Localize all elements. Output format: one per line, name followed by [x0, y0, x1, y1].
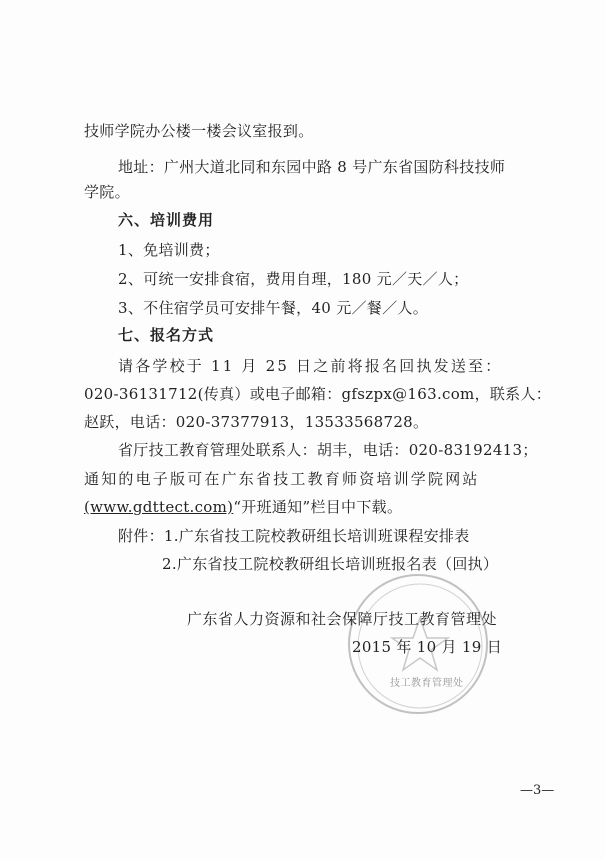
fee-item-1: 1、免培训费； — [118, 241, 220, 259]
page-number: —3— — [520, 783, 555, 798]
fee-item-3: 3、不住宿学员可安排午餐，40 元／餐／人。 — [118, 299, 429, 317]
contact-line-1: 省厅技工教育管理处联系人：胡丰，电话：020-83192413； — [118, 441, 538, 459]
contact-line-3-rest: “开班通知”栏目中下载。 — [233, 498, 403, 516]
contact-line-2: 通知的电子版可在广东省技工教育师资培训学院网站 — [84, 470, 480, 488]
text-line-address-cont: 学院。 — [84, 183, 130, 201]
section-heading-registration: 七、报名方式 — [118, 326, 215, 344]
text-line-report-location: 技师学院办公楼一楼会议室报到。 — [84, 122, 314, 140]
attachment-2: 2.广东省技工院校教研组长培训班报名表（回执） — [162, 555, 499, 573]
registration-line-1: 请各学校于 11 月 25 日之前将报名回执发送至： — [118, 357, 503, 375]
registration-line-2: 020-36131712(传真）或电子邮箱：gfszpx@163.com，联系人： — [84, 385, 552, 403]
seal-text: 技工教育管理处 — [390, 678, 464, 689]
registration-line-3: 赵跃，电话：020-37377913，13533568728。 — [84, 413, 429, 431]
section-heading-training-fees: 六、培训费用 — [118, 211, 215, 229]
contact-line-3 — [84, 497, 402, 517]
issuer-name: 广东省人力资源和社会保障厅技工教育管理处 — [187, 610, 498, 628]
attachment-1: 附件：1.广东省技工院校教研组长培训班课程安排表 — [118, 527, 470, 545]
fee-item-2: 2、可统一安排食宿，费用自理，180 元／天／人； — [118, 270, 469, 288]
issue-date: 2015 年 10 月 19 日 — [352, 638, 502, 656]
text-line-address: 地址：广州大道北同和东园中路 8 号广东省国防科技技师 — [118, 158, 506, 176]
website-link[interactable]: (www.gdttect.com) — [84, 498, 234, 516]
